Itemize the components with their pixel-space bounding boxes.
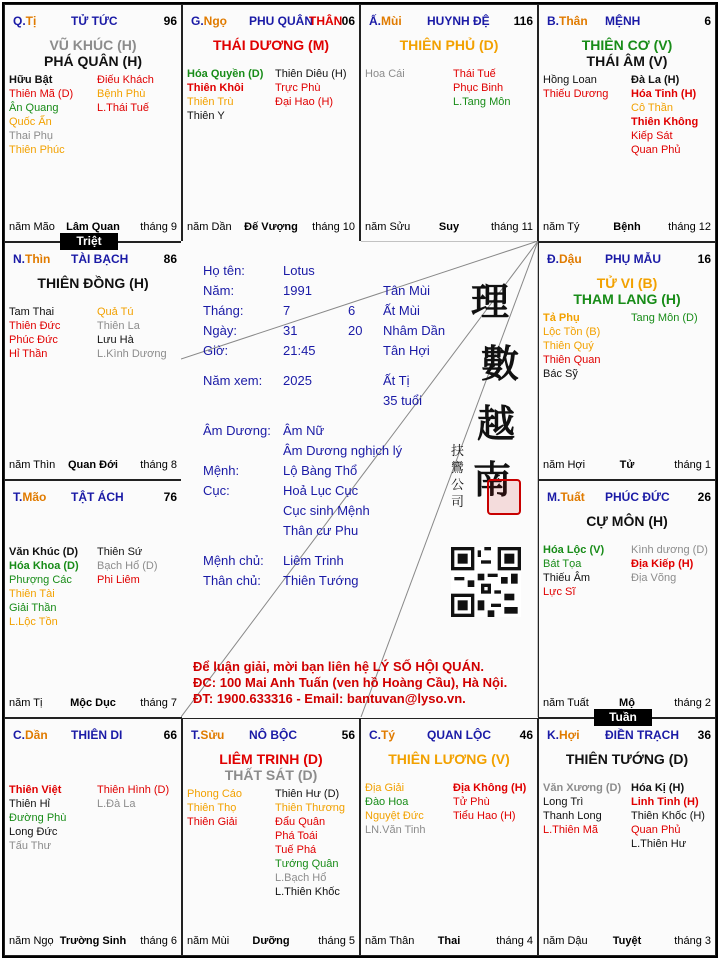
main-star: THIÊN PHỦ (D): [399, 37, 499, 53]
palace-ty: [360, 718, 538, 956]
palace-stem-branch: [547, 14, 588, 28]
minor-star: Thiên Hỉ: [9, 798, 50, 810]
minor-star: Kiếp Sát: [631, 130, 673, 142]
minor-star: Thiên Không: [631, 116, 699, 128]
minor-star: Đào Hoa: [365, 796, 409, 808]
minor-star: Thiên Diêu (H): [275, 68, 347, 80]
minor-star: Bát Tọa: [543, 558, 582, 570]
palace-stem: Ấ.: [369, 14, 381, 28]
palace-footer: [543, 221, 711, 235]
palace-stem: C.: [369, 728, 381, 742]
palace-number: 36: [697, 728, 711, 742]
minor-star: Đà La (H): [631, 74, 680, 86]
palace-stem: G.: [191, 14, 204, 28]
minor-star: Tả Phụ: [543, 312, 580, 324]
than-marker: THÂN: [309, 14, 343, 28]
minor-star: Thiên Phúc: [9, 144, 65, 156]
minor-star: Thiếu Âm: [543, 572, 591, 584]
palace-stem-branch: [547, 490, 585, 504]
value-cuc3: Thân cư Phu: [283, 523, 359, 538]
palace-header: [9, 490, 177, 506]
minor-star: Thiên Quan: [543, 354, 601, 366]
minor-star: L.Thiên Hư: [631, 838, 687, 850]
footer-year: năm Ngọ: [9, 935, 54, 947]
footer-month: tháng 4: [496, 935, 533, 947]
value-amduong: Âm Nữ: [283, 423, 325, 438]
minor-star: Địa Không (H): [453, 782, 527, 794]
minor-star: Quan Phủ: [631, 144, 681, 156]
palace-suu: [182, 718, 360, 956]
footer-stage: Suy: [438, 221, 460, 233]
palace-mui: [360, 4, 538, 242]
minor-star: Thiên Thọ: [187, 802, 237, 814]
minor-star: Thiên Việt: [9, 784, 62, 796]
minor-star: Thiên Đức: [9, 320, 61, 332]
palace-name: ĐIỀN TRẠCH: [605, 728, 679, 742]
minor-star: Bạch Hổ (D): [97, 560, 158, 572]
footer-month: tháng 6: [140, 935, 177, 947]
palace-thin: [4, 242, 182, 480]
minor-star: Thiên Y: [187, 110, 225, 122]
main-star: CỰ MÔN (H): [586, 513, 668, 529]
palace-stem-branch: [191, 728, 224, 742]
footer-stage: Tuyệt: [612, 935, 642, 947]
palace-footer: [187, 935, 355, 949]
value-than-chu: Thiên Tướng: [283, 573, 359, 588]
footer-month: tháng 12: [668, 221, 711, 233]
footer-year: năm Mão: [9, 221, 55, 233]
footer-year: năm Sửu: [365, 221, 411, 233]
value-age: 35 tuổi: [383, 393, 423, 408]
minor-star: Quả Tú: [97, 306, 134, 318]
minor-star: L.Đà La: [97, 798, 136, 810]
minor-star: Hóa Tinh (H): [631, 88, 697, 100]
palace-stem: M.: [547, 490, 561, 504]
label-year: Năm:: [203, 283, 235, 298]
label-hour: Giờ:: [203, 343, 229, 358]
palace-number: 96: [163, 14, 177, 28]
palace-footer: [543, 459, 711, 473]
value-hour-can: Tân Hợi: [383, 343, 430, 358]
palace-branch: Thìn: [25, 252, 51, 266]
minor-star: Thiếu Dương: [543, 88, 609, 100]
palace-header: [365, 728, 533, 744]
minor-star: Hóa Quyền (D): [187, 68, 264, 80]
footer-year: năm Tuất: [543, 697, 589, 709]
palace-branch: Tuất: [560, 490, 585, 504]
main-star: THÁI ÂM (V): [586, 53, 668, 69]
main-star: VŨ KHÚC (H): [49, 37, 137, 53]
palace-stem: Đ.: [547, 252, 559, 266]
qr-code: [451, 547, 521, 617]
palace-header: [543, 14, 711, 30]
palace-stem-branch: [13, 490, 46, 504]
palace-stem: C.: [13, 728, 25, 742]
main-star: THÁI DƯƠNG (M): [212, 37, 330, 53]
palace-header: [543, 490, 711, 506]
palace-ti: [4, 4, 182, 242]
footer-year: năm Thìn: [9, 459, 56, 471]
main-star: TỬ VI (B): [596, 275, 658, 291]
footer-year: năm Tý: [543, 221, 580, 233]
minor-star: Hỉ Thần: [9, 348, 48, 360]
palace-branch: Hợi: [559, 728, 580, 742]
footer-stage: Thai: [437, 935, 461, 947]
palace-than: [538, 4, 716, 242]
palace-number: 66: [163, 728, 177, 742]
palace-name: TÀI BẠCH: [71, 252, 129, 266]
calligraphy-char-1: 理: [471, 279, 510, 324]
palace-number: 16: [697, 252, 711, 266]
label-month: Tháng:: [203, 303, 244, 318]
palace-stem-branch: [13, 252, 50, 266]
value-cuc: Hoả Lục Cục: [283, 483, 359, 498]
label-menh: Mệnh:: [203, 463, 240, 478]
value-month: 7: [283, 303, 291, 318]
main-star: THẤT SÁT (D): [224, 767, 318, 783]
calligraphy-char-4: 南: [473, 457, 512, 502]
footer-stage: Dưỡng: [252, 935, 290, 947]
palace-name: NÔ BỘC: [249, 728, 297, 742]
palace-dau: [538, 242, 716, 480]
minor-star: L.Bạch Hổ: [275, 872, 327, 884]
minor-star: Thiên Hình (D): [97, 784, 170, 796]
footer-stage: Trường Sinh: [59, 935, 127, 947]
footer-month: tháng 11: [490, 221, 533, 233]
minor-star: Thiên Tài: [9, 588, 55, 600]
value-view-can: Ất Tị: [383, 373, 410, 388]
palace-stem-branch: [13, 14, 36, 28]
footer-year: năm Mùi: [187, 935, 230, 947]
minor-star: Điếu Khách: [97, 74, 154, 86]
minor-star: Thiên Sứ: [97, 546, 143, 558]
palace-hoi: [538, 718, 716, 956]
palace-number: 116: [513, 14, 533, 28]
minor-star: Phúc Đức: [9, 334, 58, 346]
palace-branch: Ngọ: [203, 14, 227, 28]
minor-star: Tiểu Hao (H): [453, 810, 516, 822]
minor-star: Kình dương (D): [631, 544, 708, 556]
minor-star: Cô Thần: [631, 102, 673, 114]
footer-year: năm Thân: [365, 935, 415, 947]
palace-number: 56: [341, 728, 355, 742]
palace-header: [543, 728, 711, 744]
minor-star: Đường Phù: [9, 812, 67, 824]
footer-year: năm Tị: [9, 697, 43, 709]
palace-name: THIÊN DI: [71, 728, 123, 742]
minor-star: Hữu Bật: [9, 74, 53, 86]
minor-star: Phi Liêm: [97, 574, 140, 586]
footer-month: tháng 5: [318, 935, 355, 947]
value-menh: Lộ Bàng Thổ: [283, 463, 358, 478]
footer-month: tháng 3: [674, 935, 711, 947]
palace-number: 86: [163, 252, 177, 266]
palace-stem: Q.: [13, 14, 26, 28]
minor-star: L.Thái Tuế: [97, 102, 149, 114]
palace-stem-branch: [369, 728, 395, 742]
palace-number: 06: [341, 14, 355, 28]
footer-month: tháng 1: [674, 459, 711, 471]
footer-month: tháng 9: [140, 221, 177, 233]
value-day-can: Nhâm Dần: [383, 323, 446, 338]
minor-star: Địa Kiếp (H): [631, 558, 694, 570]
label-than-chu: Thân chủ:: [203, 573, 261, 588]
value-month-can: Ất Mùi: [383, 303, 420, 318]
value-day: 31: [283, 323, 298, 338]
palace-stem: B.: [547, 14, 559, 28]
footer-stage: Quan Đới: [68, 459, 118, 471]
value-day-lunar: 20: [348, 323, 363, 338]
palace-footer: [9, 459, 177, 473]
minor-star: Trực Phù: [275, 82, 321, 94]
footer-month: tháng 8: [140, 459, 177, 471]
palace-header: [365, 14, 533, 30]
palace-stem: T.: [13, 490, 23, 504]
minor-star: Long Trì: [543, 796, 584, 808]
minor-star: Phục Binh: [453, 82, 504, 94]
minor-star: Thai Phụ: [9, 130, 54, 142]
minor-star: Thiên Hư (D): [275, 788, 340, 800]
minor-star: Lưu Hà: [97, 334, 134, 346]
footer-year: năm Hợi: [543, 459, 586, 471]
minor-star: Tử Phù: [453, 796, 490, 808]
value-year: 1991: [283, 283, 312, 298]
palace-name: PHỤ MẪU: [605, 252, 661, 266]
minor-star: Bác Sỹ: [543, 368, 578, 380]
minor-star: Thiên Mã (D): [9, 88, 74, 100]
palace-footer: [365, 221, 533, 235]
palace-number: 76: [163, 490, 177, 504]
tuan-tag: Tuần: [594, 709, 652, 726]
palace-footer: [187, 221, 355, 235]
minor-star: Thiên Khốc (H): [631, 810, 705, 822]
footer-stage: Lâm Quan: [66, 221, 120, 233]
minor-star: Đẩu Quân: [275, 816, 326, 828]
palace-name: PHÚC ĐỨC: [605, 490, 670, 504]
palace-ngo: [182, 4, 360, 242]
triet-tag: Triệt: [60, 233, 118, 250]
minor-star: Thiên Giải: [187, 816, 238, 828]
minor-star: LN.Văn Tinh: [365, 824, 426, 836]
palace-stem: K.: [547, 728, 559, 742]
palace-stem-branch: [13, 728, 48, 742]
minor-star: Thiên Thương: [275, 802, 346, 814]
footer-stage: Mộc Dục: [70, 697, 116, 709]
minor-star: L.Thiên Mã: [543, 824, 599, 836]
value-view-year: 2025: [283, 373, 312, 388]
minor-star: Hồng Loan: [543, 74, 597, 86]
palace-footer: [365, 935, 533, 949]
minor-star: Giải Thần: [9, 602, 57, 614]
palace-name: QUAN LỘC: [427, 728, 491, 742]
palace-stem: N.: [13, 252, 25, 266]
calligraphy-char-3: 越: [477, 401, 516, 446]
palace-footer: [9, 935, 177, 949]
palace-footer: [543, 935, 711, 949]
main-star: THAM LANG (H): [573, 291, 681, 307]
minor-star: Bệnh Phù: [97, 88, 146, 100]
main-star: PHÁ QUÂN (H): [44, 53, 142, 69]
palace-footer: [9, 697, 177, 711]
palace-branch: Mùi: [381, 14, 402, 28]
minor-star: Tam Thai: [9, 306, 55, 318]
footer-stage: Mộ: [619, 697, 635, 709]
contact-line-1: Để luận giải, mời bạn liên hệ LÝ SỐ HỘI QUÁN.: [193, 659, 484, 674]
minor-star: Văn Xương (D): [543, 782, 622, 794]
label-day: Ngày:: [203, 323, 237, 338]
minor-star: Lộc Tồn (B): [543, 326, 601, 338]
palace-stem-branch: [369, 14, 402, 28]
minor-star: Thiên Trù: [187, 96, 234, 108]
minor-star: Lực Sĩ: [543, 586, 576, 598]
label-view-year: Năm xem:: [203, 373, 263, 388]
palace-branch: Mão: [22, 490, 47, 504]
minor-star: L.Lộc Tồn: [9, 616, 58, 628]
main-star: THIÊN TƯỚNG (D): [565, 751, 689, 767]
palace-number: 46: [519, 728, 533, 742]
palace-branch: Sửu: [200, 728, 225, 742]
label-amduong: Âm Dương:: [203, 423, 271, 438]
palace-branch: Dậu: [559, 252, 582, 266]
palace-number: 26: [697, 490, 711, 504]
palace-name: HUYNH ĐỆ: [427, 14, 490, 28]
minor-star: Quan Phủ: [631, 824, 681, 836]
label-name: Họ tên:: [203, 263, 245, 278]
minor-star: Thanh Long: [543, 810, 602, 822]
center-info-panel: [181, 241, 538, 717]
palace-branch: Dần: [25, 728, 48, 742]
footer-month: tháng 10: [312, 221, 355, 233]
value-name: Lotus: [283, 263, 315, 278]
minor-star: Phá Toái: [275, 830, 318, 842]
palace-branch: Tị: [25, 14, 37, 28]
contact-line-3: ĐT: 1900.633316 - Email: bantuvan@lyso.vn.: [193, 691, 466, 706]
contact-line-2: ĐC: 100 Mai Anh Tuấn (ven hồ Hoàng Cầu), Hà Nội.: [193, 675, 508, 690]
minor-star: Ân Quang: [9, 102, 59, 114]
minor-star: Quốc Ấn: [9, 116, 52, 128]
minor-star: Thiên Khôi: [187, 82, 244, 94]
minor-star: L.Tang Môn: [453, 96, 511, 108]
footer-month: tháng 7: [140, 697, 177, 709]
minor-star: L.Thiên Khốc: [275, 886, 340, 898]
palace-mao: [4, 480, 182, 718]
minor-star: Địa Giải: [365, 782, 405, 794]
footer-stage: Đế Vượng: [244, 221, 298, 233]
minor-star: Tấu Thư: [9, 840, 52, 852]
red-seal-stamp: [487, 479, 521, 515]
minor-star: Hóa Kị (H): [631, 782, 685, 794]
minor-star: Tướng Quân: [275, 858, 339, 870]
minor-star: Hóa Lộc (V): [543, 544, 605, 556]
minor-star: Thiên La: [97, 320, 140, 332]
value-menh-chu: Liêm Trinh: [283, 553, 344, 568]
palace-stem-branch: [547, 728, 580, 742]
minor-star: Long Đức: [9, 826, 58, 838]
palace-header: [9, 728, 177, 744]
minor-star: Thiên Quý: [543, 340, 594, 352]
label-menh-chu: Mệnh chủ:: [203, 553, 264, 568]
value-amduong2: Âm Dương nghịch lý: [283, 443, 403, 458]
minor-star: Thái Tuế: [453, 68, 496, 80]
main-star: THIÊN CƠ (V): [581, 37, 673, 53]
palace-name: TẬT ÁCH: [71, 490, 124, 504]
footer-year: năm Dần: [187, 221, 232, 233]
minor-star: Hóa Khoa (D): [9, 560, 79, 572]
label-cuc: Cục:: [203, 483, 230, 498]
palace-header: [187, 728, 355, 744]
value-cuc2: Cục sinh Mệnh: [283, 503, 370, 518]
palace-tuat: [538, 480, 716, 718]
seal-side-text: 扶鸞公司: [451, 444, 465, 510]
palace-branch: Tý: [381, 728, 396, 742]
palace-stem-branch: [191, 14, 227, 28]
palace-header: [9, 14, 177, 30]
value-year-can: Tân Mùi: [383, 283, 430, 298]
palace-header: [187, 14, 355, 30]
minor-star: Tang Môn (D): [631, 312, 698, 324]
footer-stage: Tử: [619, 459, 635, 471]
palace-header: [543, 252, 711, 268]
palace-name: MỆNH: [605, 14, 641, 28]
value-month-lunar: 6: [348, 303, 356, 318]
minor-star: Phượng Các: [9, 574, 72, 586]
footer-year: năm Dậu: [543, 935, 588, 947]
palace-name: PHU QUÂN: [249, 14, 314, 28]
palace-dan: [4, 718, 182, 956]
value-hour: 21:45: [283, 343, 316, 358]
main-star: THIÊN LƯƠNG (V): [388, 751, 510, 767]
footer-month: tháng 2: [674, 697, 711, 709]
footer-stage: Bệnh: [613, 221, 641, 233]
palace-header: [9, 252, 177, 268]
minor-star: Tuế Phá: [275, 844, 317, 856]
minor-star: L.Kình Dương: [97, 348, 167, 360]
palace-branch: Thân: [559, 14, 588, 28]
palace-name: TỬ TỨC: [71, 14, 118, 28]
minor-star: Linh Tinh (H): [631, 796, 699, 808]
calligraphy-char-2: 數: [481, 341, 520, 386]
minor-star: Địa Võng: [631, 572, 677, 584]
minor-star: Đại Hao (H): [275, 96, 334, 108]
palace-stem: T.: [191, 728, 201, 742]
minor-star: Nguyệt Đức: [365, 810, 424, 822]
minor-star: Văn Khúc (D): [9, 546, 79, 558]
palace-number: 6: [704, 14, 711, 28]
minor-star: Phong Cáo: [187, 788, 243, 800]
minor-star: Hoa Cái: [365, 68, 405, 80]
main-star: THIÊN ĐỒNG (H): [37, 275, 149, 291]
main-star: LIÊM TRINH (D): [219, 751, 323, 767]
palace-stem-branch: [547, 252, 582, 266]
